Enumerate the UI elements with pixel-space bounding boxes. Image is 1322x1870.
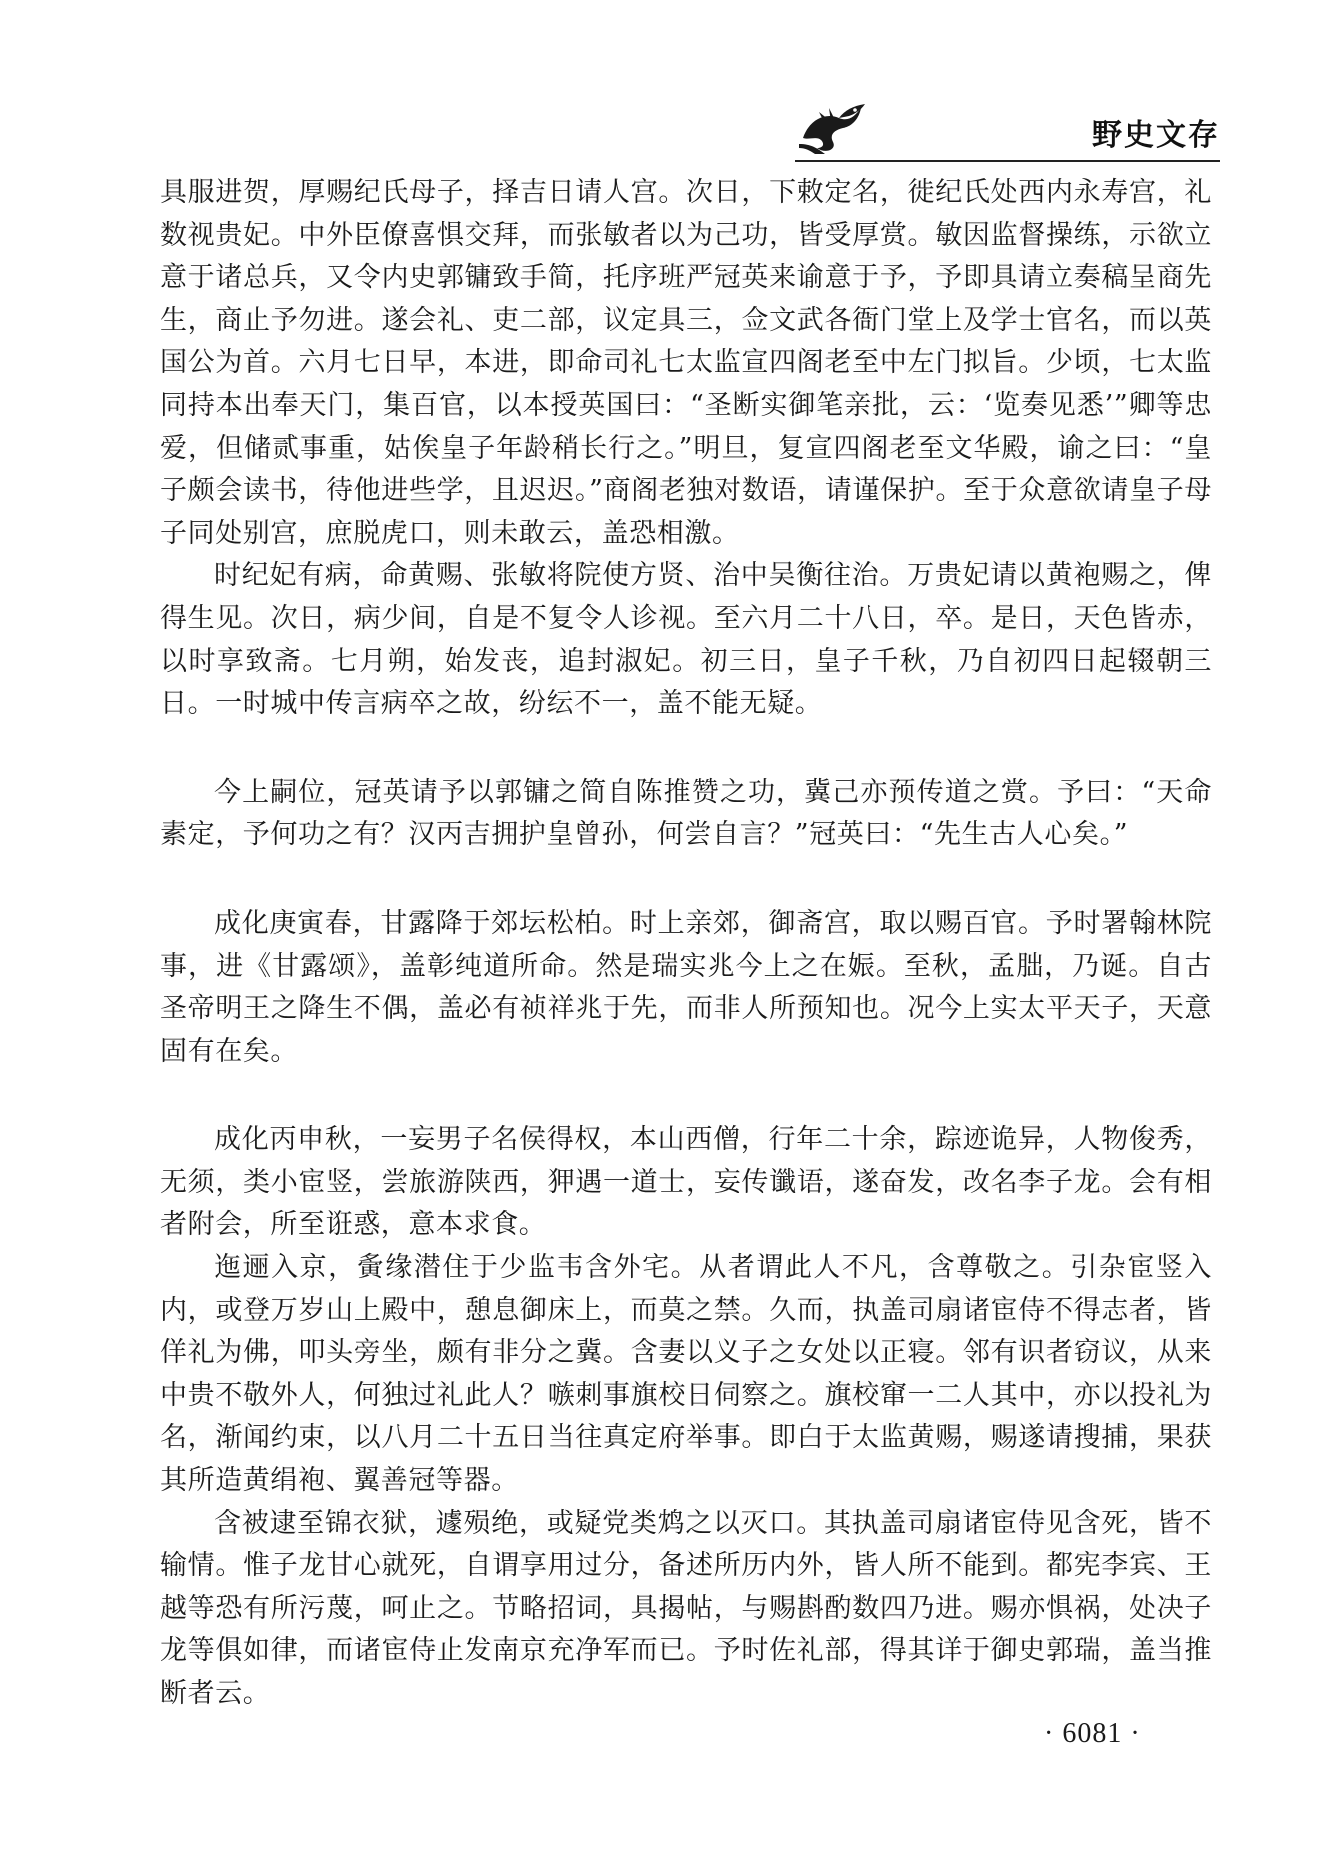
book-series-title: 野史文存 bbox=[1092, 118, 1220, 153]
paragraph: 成化庚寅春，甘露降于郊坛松柏。时上亲郊，御斋宫，取以赐百官。予时署翰林院事，进《甘露颂》，盖彰纯道所命。然是瑞实兆今上之在娠。至秋，孟朏，乃诞。自古圣帝明王之降生不偶，盖必有祯祥兆于先，而非人所预知也。况今上实太平天子，天意固有在矣。 bbox=[160, 907, 1212, 1067]
paragraph: 时纪妃有病，命黄赐、张敏将院使方贤、治中吴衡往治。万贵妃请以黄袍赐之，俾得生见。次日，病少间，自是不复令人诊视。至六月二十八日，卒。是日，天色皆赤，以时享致斋。七月朔，始发丧，追封淑妃。初三日，皇子千秋，乃自初四日起辍朝三日。一时城中传言病卒之故，纷纭不一，盖不能无疑。 bbox=[160, 560, 1212, 720]
paragraph: 迤逦入京，夤缘潜住于少监韦含外宅。从者谓此人不凡，含尊敬之。引杂宦竖入内，或登万岁山上殿中，憩息御床上，而莫之禁。久而，执盖司扇诸宦侍不得志者，皆佯礼为佛，叩头旁坐，颇有非分之冀。含妻以义子之女处以正寝。邻有识者窃议，从来中贵不敬外人，何独过礼此人？嗾刺事旗校日伺察之。旗校窜一二人其中，亦以投礼为名，渐闻约束，以八月二十五日当往真定府举事。即白于太监黄赐，赐遂请搜捕，果获其所造黄绢袍、翼善冠等器。 bbox=[160, 1252, 1212, 1497]
running-header bbox=[795, 98, 1220, 170]
page-number: · 6081 · bbox=[1044, 1718, 1141, 1749]
dragon-emblem-icon bbox=[795, 98, 873, 158]
main-text bbox=[160, 172, 1212, 1716]
section-gap bbox=[160, 726, 1212, 772]
paragraph: 成化丙申秋，一妄男子名侯得权，本山西僧，行年二十余，踪迹诡异，人物俊秀，无须，类小宦竖，尝旅游陕西，狎遇一道士，妄传谶语，遂奋发，改名李子龙。会有相者附会，所至诳惑，意本求食。 bbox=[160, 1124, 1212, 1241]
paragraph: 含被逮至锦衣狱，遽殒绝，或疑党类鸩之以灭口。其执盖司扇诸宦侍见含死，皆不输情。惟子龙甘心就死，自谓享用过分，备述所历内外，皆人所不能到。都宪李宾、王越等恐有所污蔑，呵止之。节略招词，具揭帖，与赐斟酌数四乃进。赐亦惧祸，处决子龙等俱如律，而诸宦侍止发南京充净军而已。予时佐礼部，得其详于御史郭瑞，盖当推断者云。 bbox=[160, 1507, 1212, 1709]
paragraph: 今上嗣位，冠英请予以郭镛之简自陈推赞之功，冀己亦预传道之赏。予曰：“天命素定，予何功之有？汉丙吉拥护皇曾孙，何尝自言？”冠英曰：“先生古人心矣。” bbox=[160, 776, 1212, 851]
section-gap bbox=[160, 1073, 1212, 1119]
paragraph: 具服进贺，厚赐纪氏母子，择吉日请人宫。次日，下敕定名，徙纪氏处西内永寿宫，礼数视贵妃。中外臣僚喜惧交拜，而张敏者以为己功，皆受厚赏。敏因监督操练，示欲立意于诸总兵，又令内史郭镛致手简，托序班严冠英来谕意于予，予即具请立奏稿呈商先生，商止予勿进。遂会礼、吏二部，议定具三，佥文武各衙门堂上及学士官名，而以英国公为首。六月七日早，本进，即命司礼七太监宣四阁老至中左门拟旨。少顷，七太监同持本出奉天门，集百官，以本授英国曰：“圣断实御笔亲批，云：‘览奏见悉’”卿等忠爱，但储贰事重，姑俟皇子年龄稍长行之。”明旦，复宣四阁老至文华殿，谕之曰：“皇子颇会读书，待他进些学，且迟迟。”商阁老独对数语，请谨保护。至于众意欲请皇子母子同处别宫，庶脱虎口，则未敢云，盖恐相激。 bbox=[160, 177, 1212, 549]
section-gap bbox=[160, 857, 1212, 903]
header-divider bbox=[795, 160, 1220, 162]
